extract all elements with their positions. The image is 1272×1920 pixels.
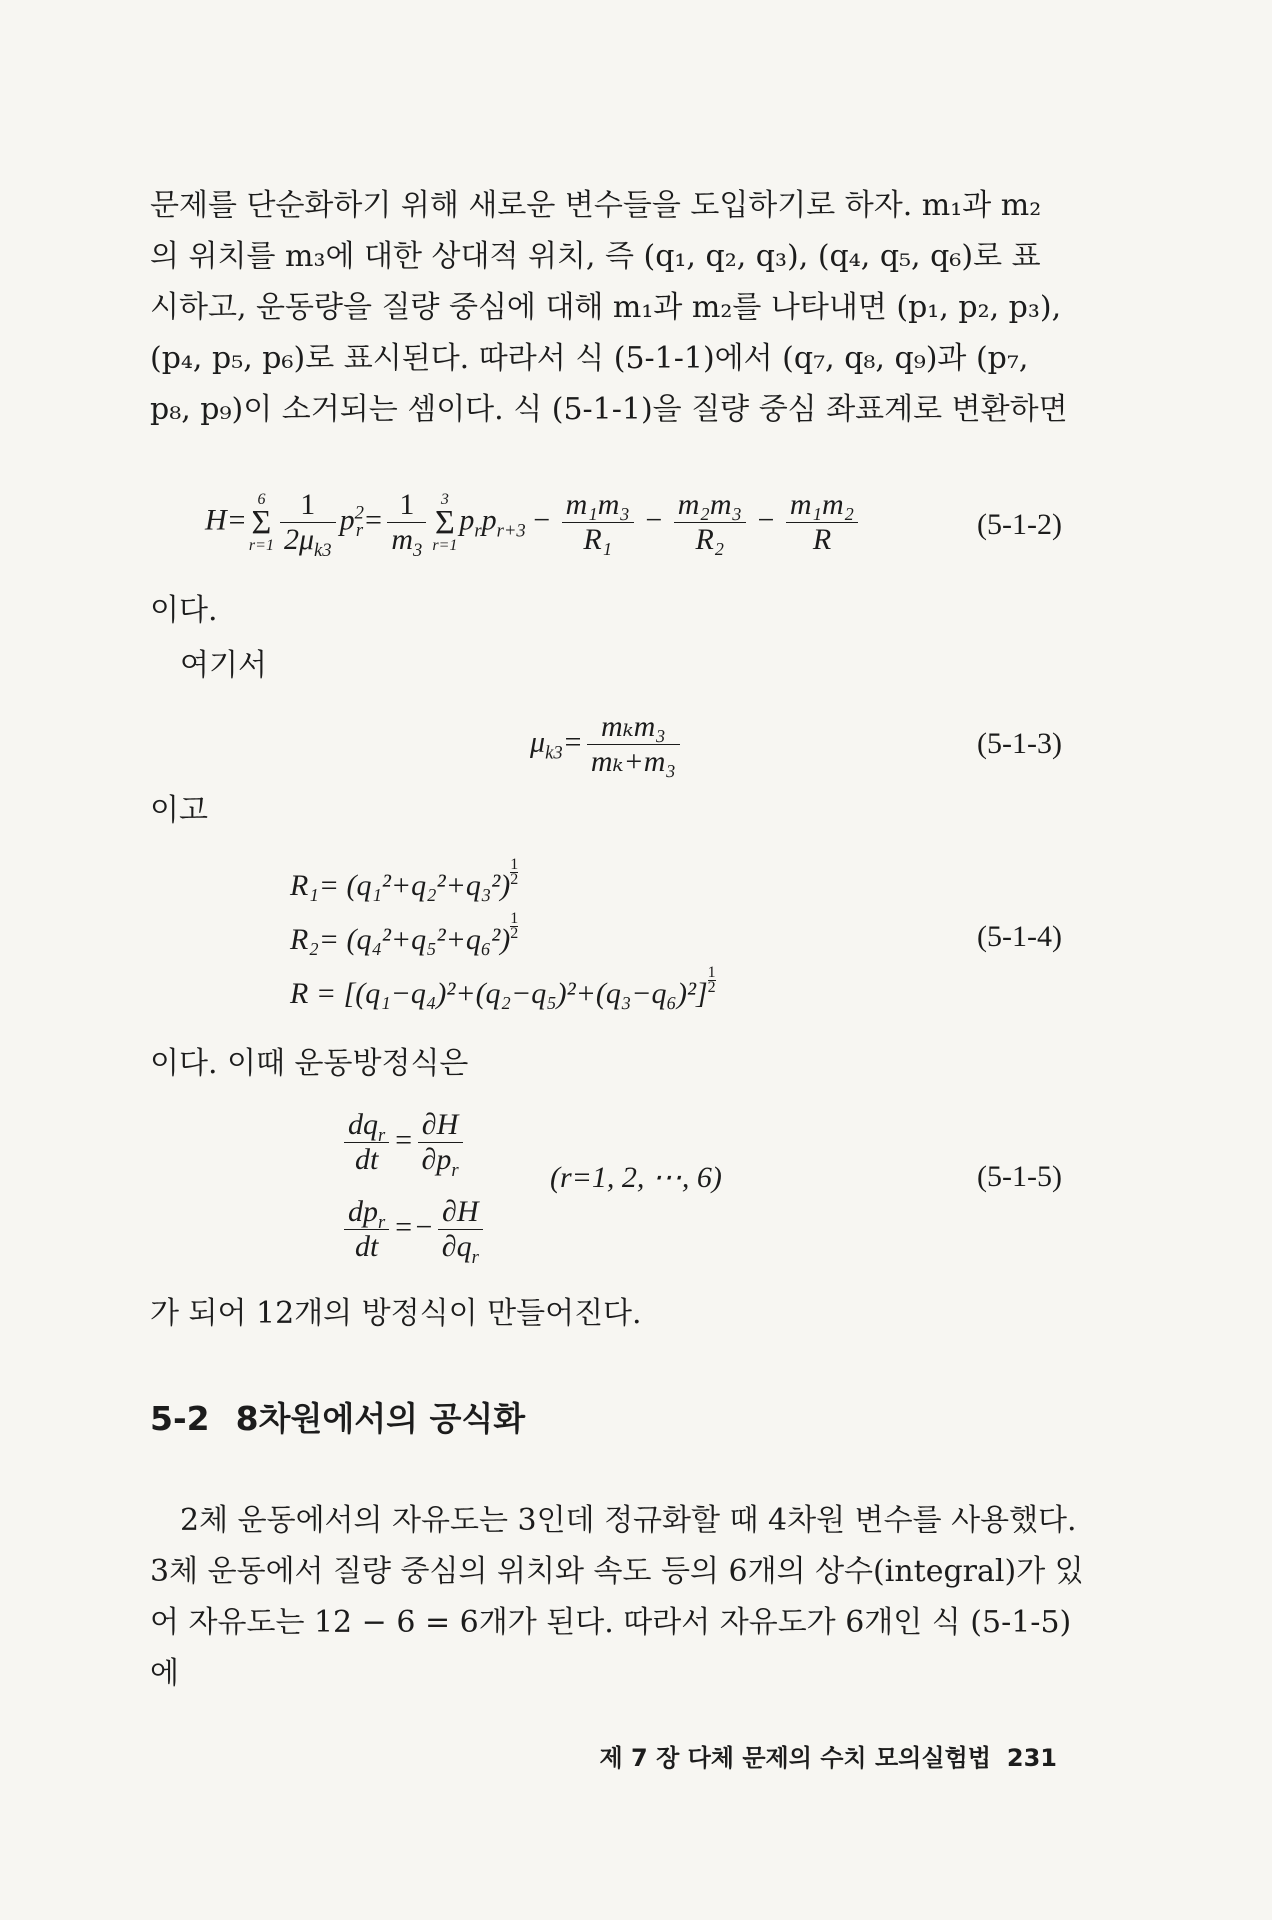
equation-number: (5-1-3) — [977, 727, 1062, 760]
subscript: r — [474, 520, 482, 542]
eq-line — [290, 912, 716, 966]
subscript: r — [471, 1247, 479, 1268]
eq-line — [290, 858, 716, 912]
equation-number: (5-1-5) — [977, 1160, 1062, 1193]
denominator: 2 — [510, 925, 519, 942]
equals: =− — [393, 1210, 434, 1244]
numerator: 1 — [510, 856, 519, 873]
equals: = — [562, 725, 583, 759]
sum-upper: 3 — [440, 490, 449, 508]
text-line: p₈, p₉)이 소거되는 셈이다. 식 (5-1-1)을 질량 중심 좌표계로 변환하면 — [150, 392, 1068, 427]
numerator: m₁m₂ — [786, 488, 858, 523]
sum-symbol: 6 Σ r=1 — [248, 490, 274, 554]
numerator: 1 — [387, 488, 426, 523]
text-line: 문제를 단순화하기 위해 새로운 변수들을 도입하기로 하자. m₁과 m₂ — [150, 188, 1042, 223]
text-ida: 이다. — [150, 593, 218, 628]
subscript: r — [451, 1160, 459, 1181]
subscript: r — [378, 1125, 386, 1146]
denominator: m — [391, 523, 414, 556]
denominator: R — [812, 523, 832, 556]
fraction — [438, 1195, 483, 1268]
denominator: 2 — [510, 871, 519, 888]
denominator: R₁ — [583, 523, 613, 556]
denominator: ∂q — [441, 1230, 472, 1263]
fraction — [786, 488, 858, 557]
sum-symbol: 3 Σ r=1 — [432, 490, 458, 554]
fraction — [387, 488, 426, 561]
text-line: 의 위치를 m₃에 대한 상대적 위치, 즉 (q₁, q₂, q₃), (q₄, q₅, q₆)로 표 — [150, 239, 1041, 274]
text-line: 3체 운동에서 질량 중심의 위치와 속도 등의 6개의 상수(integral)가 있 — [150, 1554, 1084, 1589]
numerator: dq — [348, 1108, 378, 1141]
superscript: 2 — [354, 502, 364, 524]
numerator: m₂m₃ — [674, 488, 746, 523]
equation-5-1-4 — [290, 858, 716, 1020]
denominator: dt — [354, 1143, 379, 1176]
eq-line — [340, 1108, 487, 1181]
denominator: ∂p — [421, 1143, 452, 1176]
page-number: 231 — [1006, 1744, 1057, 1772]
section-heading — [150, 1393, 525, 1440]
text-line: 어 자유도는 12 − 6 = 6개가 된다. 따라서 자유도가 6개인 식 (5-1-5)에 — [150, 1605, 1072, 1691]
minus: − — [645, 503, 663, 537]
sum-upper: 6 — [257, 490, 266, 508]
fraction — [587, 710, 680, 779]
chapter-title: 제 7 장 다체 문제의 수치 모의실험법 — [599, 1744, 991, 1772]
fraction — [418, 1108, 463, 1181]
eq-lhs: μ — [530, 725, 546, 759]
eq-lhs: H= — [205, 503, 247, 537]
eq-line — [290, 966, 716, 1020]
numerator: mₖm₃ — [587, 710, 680, 745]
denominator: R₂ — [695, 523, 725, 556]
sum-lower: r=1 — [248, 536, 274, 554]
eq-line-text: R₁= (q₁²+q₂²+q₃²) — [290, 869, 511, 902]
denominator: 2μ — [283, 523, 315, 556]
subscript: r+3 — [496, 520, 526, 542]
eq-line-text: R = [(q₁−q₄)²+(q₂−q₅)²+(q₃−q₆)²] — [290, 977, 708, 1010]
exponent-half — [708, 966, 716, 995]
text-line: 2체 운동에서의 자유도는 3인데 정규화할 때 4차원 변수를 사용했다. — [180, 1503, 1077, 1538]
page-footer — [599, 1738, 1057, 1773]
subscript: 3 — [413, 540, 423, 561]
exponent-half — [510, 912, 518, 941]
fraction — [344, 1195, 389, 1264]
numerator: dp — [348, 1195, 378, 1228]
fraction — [344, 1108, 389, 1177]
term: p — [459, 503, 475, 537]
text-line: (p₄, p₅, p₆)로 표시된다. 따라서 식 (5-1-1)에서 (q₇, q₈, q₉)과 (p₇, — [150, 341, 1029, 376]
term: p — [481, 503, 497, 537]
eq-line — [340, 1195, 487, 1268]
text-yeogiseo: 여기서 — [180, 648, 267, 683]
equation-range: (r=1, 2, ⋯, 6) — [550, 1161, 722, 1194]
equation-5-1-2 — [205, 488, 862, 561]
denominator: mₖ+m₃ — [590, 745, 676, 778]
denominator: 2 — [707, 979, 716, 996]
equals: = — [393, 1123, 414, 1157]
equation-number: (5-1-2) — [977, 508, 1062, 541]
eq-line-text: R₂= (q₄²+q₅²+q₆²) — [290, 923, 511, 956]
subscript: r — [355, 520, 364, 542]
text-line: 시하고, 운동량을 질량 중심에 대해 m₁과 m₂를 나타내면 (p₁, p₂, p₃), — [150, 290, 1062, 325]
text-igo: 이고 — [150, 793, 208, 828]
section-number: 5-2 — [150, 1399, 210, 1438]
numerator: 1 — [707, 964, 716, 981]
equation-number: (5-1-4) — [977, 920, 1062, 953]
numerator: ∂H — [438, 1195, 483, 1230]
subscript: k3 — [314, 540, 332, 561]
minus: − — [757, 503, 775, 537]
exponent-half — [510, 858, 518, 887]
subscript: r — [378, 1212, 386, 1233]
numerator: 1 — [510, 910, 519, 927]
minus: − — [533, 503, 551, 537]
text-motion: 이다. 이때 운동방정식은 — [150, 1046, 469, 1081]
equation-5-1-3 — [530, 710, 684, 779]
equals: = — [363, 503, 384, 537]
fraction — [280, 488, 336, 561]
numerator: 1 — [280, 488, 336, 523]
term: p — [339, 503, 355, 537]
text-12-equations: 가 되어 12개의 방정식이 만들어진다. — [150, 1296, 642, 1331]
fraction — [674, 488, 746, 557]
numerator: ∂H — [418, 1108, 463, 1143]
section-title: 8차원에서의 공식화 — [235, 1399, 526, 1438]
equation-5-1-5 — [340, 1108, 487, 1268]
paragraph-2 — [150, 1495, 1090, 1699]
numerator: m₁m₃ — [562, 488, 634, 523]
fraction — [562, 488, 634, 557]
subscript: k3 — [545, 742, 563, 764]
paragraph-1 — [150, 180, 1090, 435]
sum-lower: r=1 — [432, 536, 458, 554]
denominator: dt — [354, 1230, 379, 1263]
